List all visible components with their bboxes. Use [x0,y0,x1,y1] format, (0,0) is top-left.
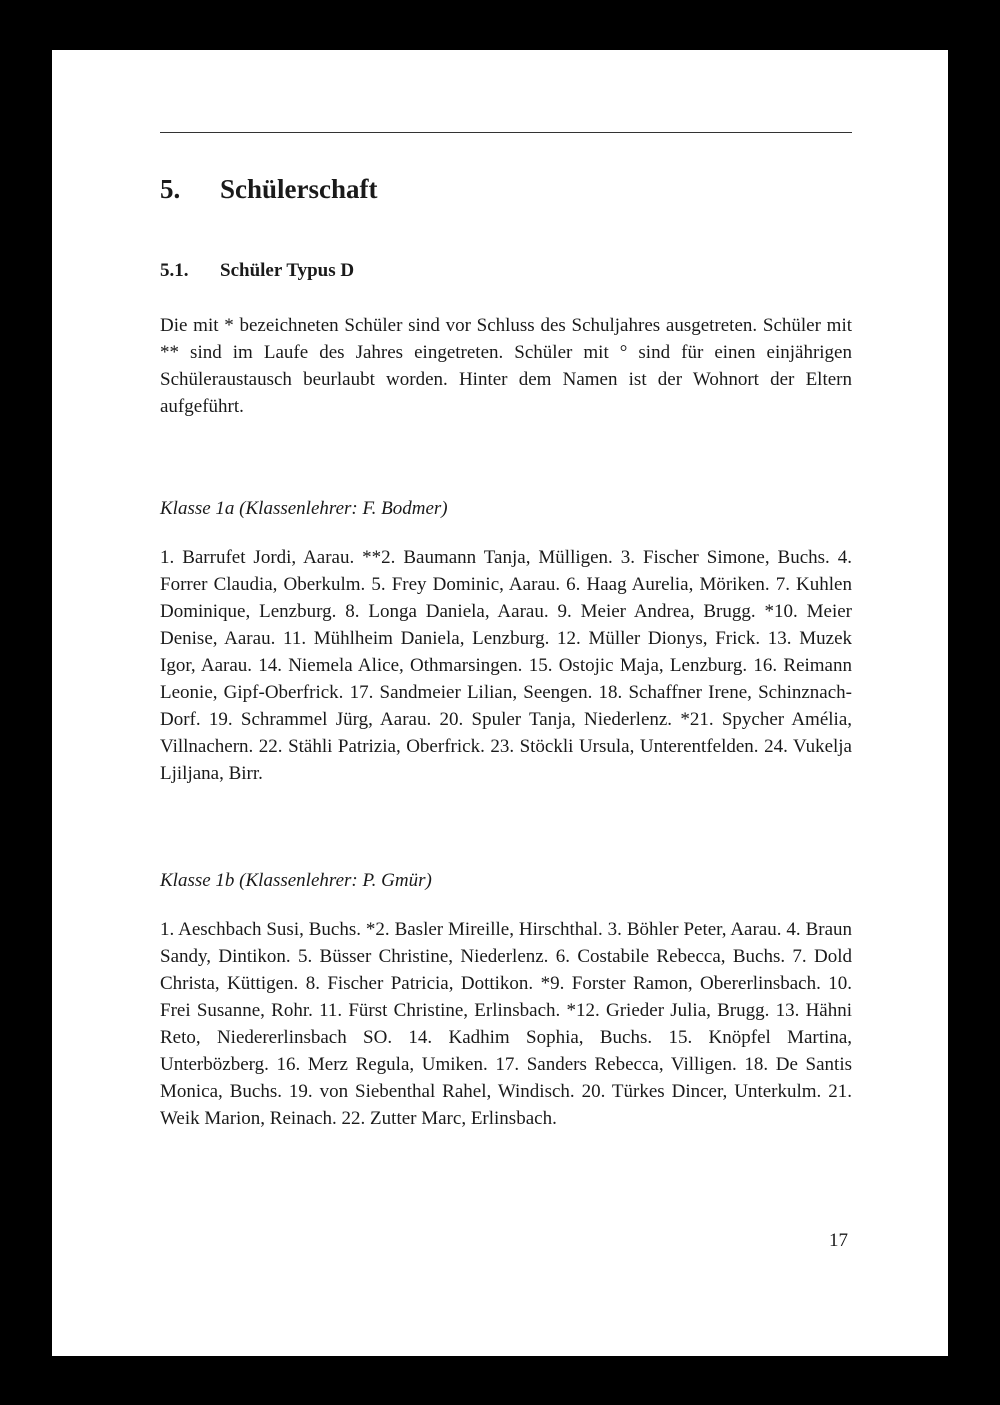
chapter-heading [160,174,378,205]
chapter-title: Schülerschaft [220,174,378,204]
section-title: Schüler Typus D [220,260,355,281]
chapter-number: 5. [160,174,181,204]
class-1a-student-list: 1. Barrufet Jordi, Aarau. **2. Baumann Tanja, Mülligen. 3. Fischer Simone, Buchs. 4. Forrer Claudia, Oberkulm. 5. Frey Dominic, Aarau. 6. Haag Aurelia, Möriken. 7. Kuhlen Dominique, Lenzburg. 8. Longa Daniela, Aarau. 9. Meier Andrea, Brugg. *10. Meier Denise, Aarau. 11. Mühlheim Daniela, Lenzburg. 12. Müller Dionys, Frick. 13. Muzek Igor, Aarau. 14. Niemela Alice, Othmarsingen. 15. Ostojic Maja, Lenzburg. 16. Reimann Leonie, Gipf-Oberfrick. 17. Sandmeier Lilian, Seengen. 18. Schaffner Irene, Schinznach-Dorf. 19. Schrammel Jürg, Aarau. 20. Spuler Tanja, Niederlenz. *21. Spycher Amélia, Villnachern. 22. Stähli Patrizia, Oberfrick. 23. Stöckli Ursula, Unterentfelden. 24. Vukelja Ljiljana, Birr. [160,547,852,784]
class-1a-heading: Klasse 1a (Klassenlehrer: F. Bodmer) [160,498,448,519]
section-heading [160,260,354,282]
top-rule [160,132,852,133]
document-page [52,50,948,1356]
intro-paragraph: Die mit * bezeichneten Schüler sind vor Schluss des Schuljahres ausgetreten. Schüler mit ** sind im Laufe des Jahres eingetreten. Schüler mit ° sind für einen einjährigen Schüleraustausch beurlaubt worden. Hinter dem Namen ist der Wohnort der Eltern aufgeführt. [160,315,852,417]
section-number: 5.1. [160,260,189,281]
class-1b-student-list: 1. Aeschbach Susi, Buchs. *2. Basler Mireille, Hirschthal. 3. Böhler Peter, Aarau. 4. Braun Sandy, Dintikon. 5. Büsser Christine, Niederlenz. 6. Costabile Rebecca, Buchs. 7. Dold Christa, Küttigen. 8. Fischer Patricia, Dottikon. *9. Forster Ramon, Obererlinsbach. 10. Frei Susanne, Rohr. 11. Fürst Christine, Erlinsbach. *12. Grieder Julia, Brugg. 13. Hähni Reto, Niedererlinsbach SO. 14. Kadhim Sophia, Buchs. 15. Knöpfel Martina, Unterbözberg. 16. Merz Regula, Umiken. 17. Sanders Rebecca, Villigen. 18. De Santis Monica, Buchs. 19. von Siebenthal Rahel, Windisch. 20. Türkes Dincer, Unterkulm. 21. Weik Marion, Reinach. 22. Zutter Marc, Erlinsbach. [160,919,852,1129]
class-1b-heading: Klasse 1b (Klassenlehrer: P. Gmür) [160,870,432,891]
page-number: 17 [829,1230,848,1251]
